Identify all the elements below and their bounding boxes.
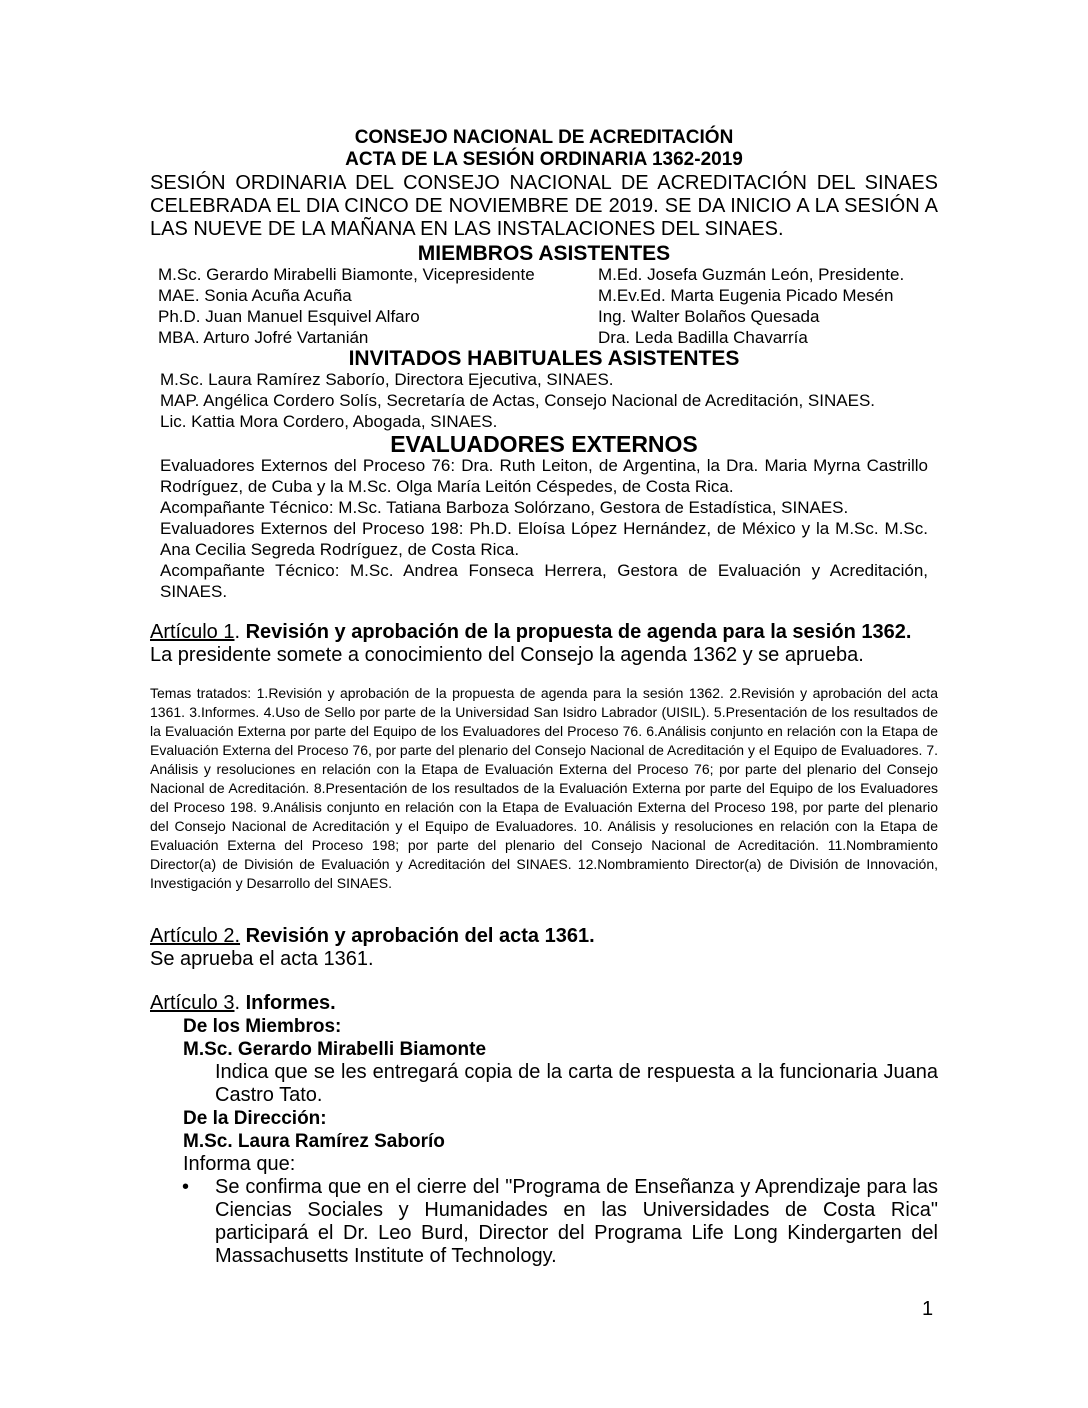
article-3-heading [150, 992, 336, 1015]
page-number: 1 [922, 1298, 934, 1320]
member-right: M.Ed. Josefa Guzmán León, Presidente. [598, 265, 905, 284]
evaluator-item: Acompañante Técnico: M.Sc. Andrea Fonseca Herrera, Gestora de Evaluación y Acreditación, SINAES. [160, 561, 928, 601]
member-right: Ing. Walter Bolaños Quesada [598, 307, 820, 326]
evaluator-item: Evaluadores Externos del Proceso 76: Dra. Ruth Leiton, de Argentina, la Dra. Maria Myrna Castrillo Rodríguez, de Cuba y la M.Sc. Olga María Leitón Céspedes, de Costa Rica. [160, 456, 928, 496]
member-left: Ph.D. Juan Manuel Esquivel Alfaro [158, 307, 420, 326]
director-name: M.Sc. Laura Ramírez Saborío [183, 1131, 445, 1152]
article-2-body: Se aprueba el acta 1361. [150, 948, 374, 970]
bullet-icon: • [182, 1176, 190, 1198]
direction-reports-heading: De la Dirección: [183, 1108, 327, 1129]
article-1-body: La presidente somete a conocimiento del Consejo la agenda 1362 y se aprueba. [150, 644, 864, 666]
article-1-title: Revisión y aprobación de la propuesta de agenda para la sesión 1362. [245, 621, 912, 643]
member-report-text: Indica que se les entregará copia de la carta de respuesta a la funcionaria Juana Castro Tato. [215, 1061, 938, 1106]
council-title: CONSEJO NACIONAL DE ACREDITACIÓN [354, 127, 734, 148]
member-right: M.Ev.Ed. Marta Eugenia Picado Mesén [598, 286, 894, 305]
evaluators-list [160, 455, 928, 602]
member-left: MBA. Arturo Jofré Vartanián [158, 328, 369, 347]
article-1-heading [150, 621, 911, 644]
member-left: MAE. Sonia Acuña Acuña [158, 286, 352, 305]
informa-label: Informa que: [183, 1153, 296, 1175]
article-3-title: Informes. [245, 992, 336, 1014]
member-right: Dra. Leda Badilla Chavarría [598, 328, 808, 347]
guests-heading: INVITADOS HABITUALES ASISTENTES [348, 347, 740, 370]
member-name: M.Sc. Gerardo Mirabelli Biamonte [183, 1039, 487, 1060]
members-heading: MIEMBROS ASISTENTES [417, 242, 671, 265]
session-title: ACTA DE LA SESIÓN ORDINARIA 1362-2019 [345, 149, 743, 170]
article-2-heading [150, 925, 595, 948]
guest-item: M.Sc. Laura Ramírez Saborío, Directora Ejecutiva, SINAES. [160, 370, 614, 389]
members-reports-heading: De los Miembros: [183, 1016, 342, 1037]
topics-discussed: Temas tratados: 1.Revisión y aprobación de la propuesta de agenda para la sesión 1362. 2.Revisión y aprobación del acta 1361. 3.Informes. 4.Uso de Sello por parte de la Universidad San Isidro Labrador (UISIL). 5.Presentación de los resultados de la Evaluación Externa por parte del Equipo de los Evaluadores del Proceso 76. 6.Análisis conjunto en relación con la Etapa de Evaluación Externa del Proceso 76, por parte del plenario del Consejo Nacional de Acreditación y el Equipo de Evaluadores. 7. Análisis y resoluciones en relación con la Etapa de Evaluación Externa del Proceso 76; por parte del plenario del Consejo Nacional de Acreditación. 8.Presentación de los resultados de la Evaluación Externa por parte del Equipo de los Evaluadores del Proceso 198. 9.Análisis conjunto en relación con la Etapa de Evaluación Externa del Proceso 198, por parte del plenario del Consejo Nacional de Acreditación y el Equipo de Evaluadores. 10. Análisis y resoluciones en relación con la Etapa de Evaluación Externa del Proceso 198; por parte del plenario del Consejo Nacional de Acreditación. 11.Nombramiento Director(a) de División de Evaluación y Acreditación del SINAES. 12.Nombramiento Director(a) de División de Innovación, Investigación y Desarrollo del SINAES. [150, 685, 938, 891]
member-left: M.Sc. Gerardo Mirabelli Biamonte, Vicepresidente [158, 265, 535, 284]
article-3-label: Artículo 3 [150, 992, 235, 1014]
guest-item: MAP. Angélica Cordero Solís, Secretaría de Actas, Consejo Nacional de Acreditación, SINAES. [160, 391, 876, 410]
guest-item: Lic. Kattia Mora Cordero, Abogada, SINAES. [160, 412, 498, 431]
director-report-bullet: Se confirma que en el cierre del "Programa de Enseñanza y Aprendizaje para las Ciencias Sociales y Humanidades en las Universidades de Costa Rica" participará el Dr. Leo Burd, Director del Programa Life Long Kindergarten del Massachusetts Institute of Technology. [215, 1176, 938, 1267]
article-2-title: Revisión y aprobación del acta 1361. [245, 925, 595, 947]
article-2-label: Artículo 2. [150, 925, 241, 947]
evaluator-item: Acompañante Técnico: M.Sc. Tatiana Barboza Solórzano, Gestora de Estadística, SINAES. [160, 498, 849, 517]
session-intro: SESIÓN ORDINARIA DEL CONSEJO NACIONAL DE ACREDITACIÓN DEL SINAES CELEBRADA EL DIA CINCO DE NOVIEMBRE DE 2019. SE DA INICIO A LA SESIÓN A LAS NUEVE DE LA MAÑANA EN LAS INSTALACIONES DEL SINAES. [150, 172, 938, 240]
evaluators-heading: EVALUADORES EXTERNOS [390, 431, 698, 457]
evaluator-item: Evaluadores Externos del Proceso 198: Ph.D. Eloísa López Hernández, de México y la M.Sc. M.Sc. Ana Cecilia Segreda Rodríguez, de Costa Rica. [160, 519, 928, 559]
article-3-sep: . [234, 992, 246, 1014]
article-1-label: Artículo 1 [150, 621, 235, 643]
article-1-sep: . [234, 621, 246, 643]
